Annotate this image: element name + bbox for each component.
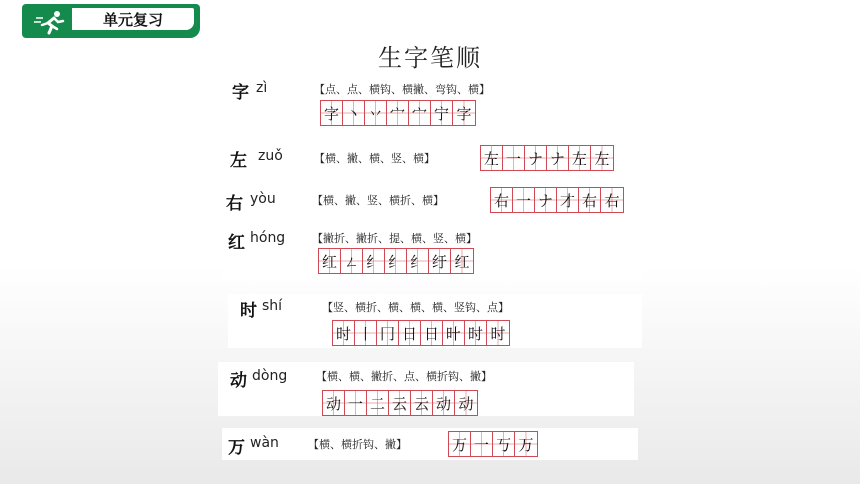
stroke-cell: ナ [525, 146, 547, 170]
badge-label: 单元复习 [72, 6, 196, 32]
stroke-cell: 纡 [429, 249, 451, 273]
stroke-cell: 动 [433, 391, 455, 415]
stroke-cell: 一 [503, 146, 525, 170]
stroke-cell: 字 [321, 101, 343, 125]
pinyin: zì [256, 80, 268, 96]
stroke-cell: 宁 [431, 101, 453, 125]
pinyin: wàn [250, 435, 279, 451]
stroke-names: 【竖、横折、横、横、横、竖钩、点】 [322, 301, 509, 314]
stroke-cell: 二 [367, 391, 389, 415]
stroke-cell: 右 [579, 188, 601, 212]
character-card-hong [222, 226, 642, 280]
stroke-cell: 日 [399, 321, 421, 345]
stroke-names: 【点、点、横钩、横撇、弯钩、横】 [314, 83, 490, 96]
stroke-cell: 纟 [407, 249, 429, 273]
character-card-zi [220, 74, 638, 128]
pinyin: yòu [250, 191, 276, 207]
stroke-cell: 一 [513, 188, 535, 212]
stroke-cell: 左 [591, 146, 613, 170]
pinyin: hóng [250, 230, 286, 246]
stroke-cell: 左 [569, 146, 591, 170]
stroke-cell: 宀 [409, 101, 431, 125]
stroke-cell: ㄥ [341, 249, 363, 273]
stroke-cell: 一 [345, 391, 367, 415]
unit-badge [22, 4, 200, 38]
stroke-cell: 红 [451, 249, 473, 273]
stroke-cell: ナ [535, 188, 557, 212]
stroke-cell: 一 [471, 432, 493, 456]
page-title: 生字笔顺 [378, 44, 482, 72]
stroke-order-grid [480, 145, 614, 171]
stroke-cell: 云 [411, 391, 433, 415]
stroke-names: 【横、撇、横、竖、横】 [314, 152, 435, 165]
character: 左 [230, 151, 247, 171]
character: 红 [228, 233, 245, 253]
character: 动 [230, 371, 247, 391]
pinyin: shí [262, 298, 283, 314]
running-person-icon [30, 8, 70, 36]
stroke-order-grid [332, 320, 510, 346]
character-card-zuo [222, 140, 642, 174]
stroke-cell: 字 [453, 101, 475, 125]
stroke-cell: 旪 [443, 321, 465, 345]
stroke-cell: 动 [323, 391, 345, 415]
stroke-cell: 丂 [493, 432, 515, 456]
stroke-cell: 云 [389, 391, 411, 415]
character: 字 [232, 83, 249, 103]
character-card-shi [228, 294, 642, 348]
character: 时 [240, 301, 257, 321]
stroke-cell: 冂 [377, 321, 399, 345]
stroke-cell: 左 [481, 146, 503, 170]
stroke-cell: 丶 [343, 101, 365, 125]
stroke-cell: 丷 [365, 101, 387, 125]
stroke-cell: 时 [465, 321, 487, 345]
stroke-order-grid [318, 248, 474, 274]
stroke-cell: 纟 [363, 249, 385, 273]
stroke-cell: 动 [455, 391, 477, 415]
pinyin: zuǒ [258, 148, 283, 164]
stroke-cell: 时 [487, 321, 509, 345]
stroke-order-grid [490, 187, 624, 213]
stroke-cell: 万 [449, 432, 471, 456]
stroke-cell: 万 [515, 432, 537, 456]
stroke-names: 【横、撇、竖、横折、横】 [312, 194, 444, 207]
character-card-you [220, 183, 632, 215]
character-card-dong [218, 362, 634, 416]
character: 右 [226, 194, 243, 214]
stroke-cell: 时 [333, 321, 355, 345]
stroke-cell: 右 [491, 188, 513, 212]
stroke-cell: 纟 [385, 249, 407, 273]
stroke-names: 【横、横、撇折、点、横折钩、撇】 [316, 370, 492, 383]
stroke-order-grid [448, 431, 538, 457]
stroke-order-grid [322, 390, 478, 416]
character: 万 [228, 438, 245, 458]
stroke-cell: 丨 [355, 321, 377, 345]
stroke-cell: 右 [601, 188, 623, 212]
stroke-cell: 红 [319, 249, 341, 273]
character-card-wan [222, 428, 638, 460]
pinyin: dòng [252, 368, 288, 384]
stroke-cell: 才 [557, 188, 579, 212]
stroke-names: 【横、横折钩、撇】 [308, 438, 407, 451]
stroke-cell: 日 [421, 321, 443, 345]
stroke-cell: 宀 [387, 101, 409, 125]
stroke-order-grid [320, 100, 476, 126]
stroke-cell: ナ [547, 146, 569, 170]
stroke-names: 【撇折、撇折、提、横、竖、横】 [312, 232, 477, 245]
